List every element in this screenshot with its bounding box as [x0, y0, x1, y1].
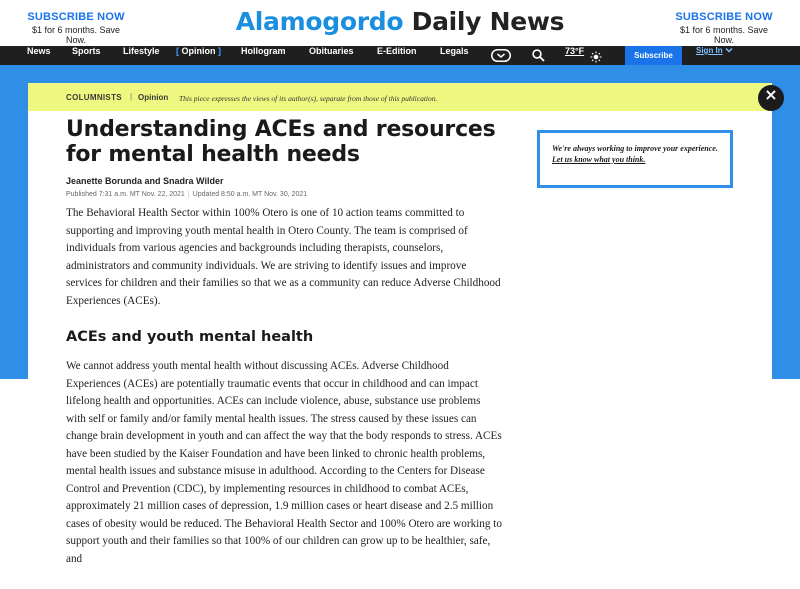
weather-temp[interactable]: 73°F: [565, 46, 585, 56]
subscribe-promo-right[interactable]: [672, 11, 776, 45]
nav-item-hollogram[interactable]: Hollogram: [241, 46, 286, 56]
article-paragraph: We cannot address youth mental health without discussing ACEs. Adverse Childhood Experiences (ACEs) are potentially traumatic events that occur in childhood and can impact lifelong health and opportunities. ACEs can include violence, abuse, substance use problems with self or family and/or family mental health issues. The stress caused by these issues can change brain development in youth and can affect the way that the body responds to stress. ACEs have been studied by the Kaiser Foundation and have been linked to chronic health problems, mental health issues and substance misuse in adulthood. According to the Centers for Disease Control and Prevention (CDC), by implementing resources in childhood to combat ACEs, approximately 21 million cases of depression, 1.9 million cases or heart disease and 2.5 million cases of obesity would be reduced. The Behavioral Health Sector and 100% Otero are working to support youth and their families so that 100% of our children can grow up to be healthier, safe, and: [66, 360, 502, 565]
subscribe-promo-offer[interactable]: $1 for 6 months. Save Now.: [679, 25, 769, 45]
banner-category[interactable]: COLUMNISTS: [66, 93, 122, 102]
main-nav: [0, 46, 800, 65]
article-byline: Jeanette Borunda and Snadra Wilder: [66, 176, 224, 186]
banner-separator: |: [130, 92, 133, 101]
published-date: Published 7:31 a.m. MT Nov. 22, 2021: [66, 191, 185, 198]
subscribe-promo-offer[interactable]: $1 for 6 months. Save Now.: [31, 25, 121, 45]
date-separator: |: [187, 191, 190, 198]
subscribe-promo-title[interactable]: SUBSCRIBE NOW: [675, 11, 773, 23]
feedback-text: [552, 144, 718, 165]
article-headline: Understanding ACEs and resources for mental health needs: [66, 117, 496, 167]
masthead: [0, 0, 800, 46]
nav-item-obituaries[interactable]: Obituaries: [309, 46, 354, 56]
subscribe-promo-title[interactable]: SUBSCRIBE NOW: [27, 11, 125, 23]
feedback-message: We're always working to improve your experience.: [552, 144, 718, 153]
updated-date: Updated 8:50 a.m. MT Nov. 30, 2021: [192, 191, 308, 198]
banner-section-link[interactable]: Opinion: [138, 93, 169, 102]
logo-city[interactable]: Alamogordo: [235, 7, 404, 36]
subscribe-button[interactable]: Subscribe: [625, 46, 682, 65]
logo-paper[interactable]: Daily News: [411, 7, 565, 36]
chevron-down-icon[interactable]: [725, 46, 733, 55]
close-icon[interactable]: ×: [764, 85, 778, 104]
sign-in-link[interactable]: [696, 46, 733, 65]
opinion-disclaimer: This piece expresses the views of its author(s), separate from those of this publication.: [179, 94, 438, 103]
nav-item-opinion[interactable]: [ Opinion ]: [176, 46, 221, 56]
nav-item-opinion-label[interactable]: Opinion: [181, 46, 216, 56]
nav-item-lifestyle[interactable]: Lifestyle: [123, 46, 160, 56]
nav-item-news[interactable]: News: [27, 46, 51, 56]
nav-item-sports[interactable]: Sports: [72, 46, 101, 56]
close-button[interactable]: [758, 85, 784, 111]
article-dates: [66, 191, 307, 198]
nav-item-e-edition[interactable]: E-Edition: [377, 46, 417, 56]
feedback-box: [537, 130, 733, 188]
nav-item-legals[interactable]: Legals: [440, 46, 469, 56]
section-banner: [28, 83, 772, 111]
article-paragraph: The Behavioral Health Sector within 100% Otero is one of 10 action teams committed to supporting and improving youth mental health in Otero County. The team is comprised of individuals from various agencies and backgrounds including therapists, counselors, administrators and community individuals. We are striving to identify issues and improve services for children and their families so that we as a community can reduce Adverse Childhood Experiences (ACEs).: [66, 207, 501, 307]
feedback-link[interactable]: Let us know what you think.: [552, 154, 646, 164]
article-subhead: ACEs and youth mental health: [66, 329, 314, 345]
sign-in-label[interactable]: Sign In: [696, 46, 723, 55]
